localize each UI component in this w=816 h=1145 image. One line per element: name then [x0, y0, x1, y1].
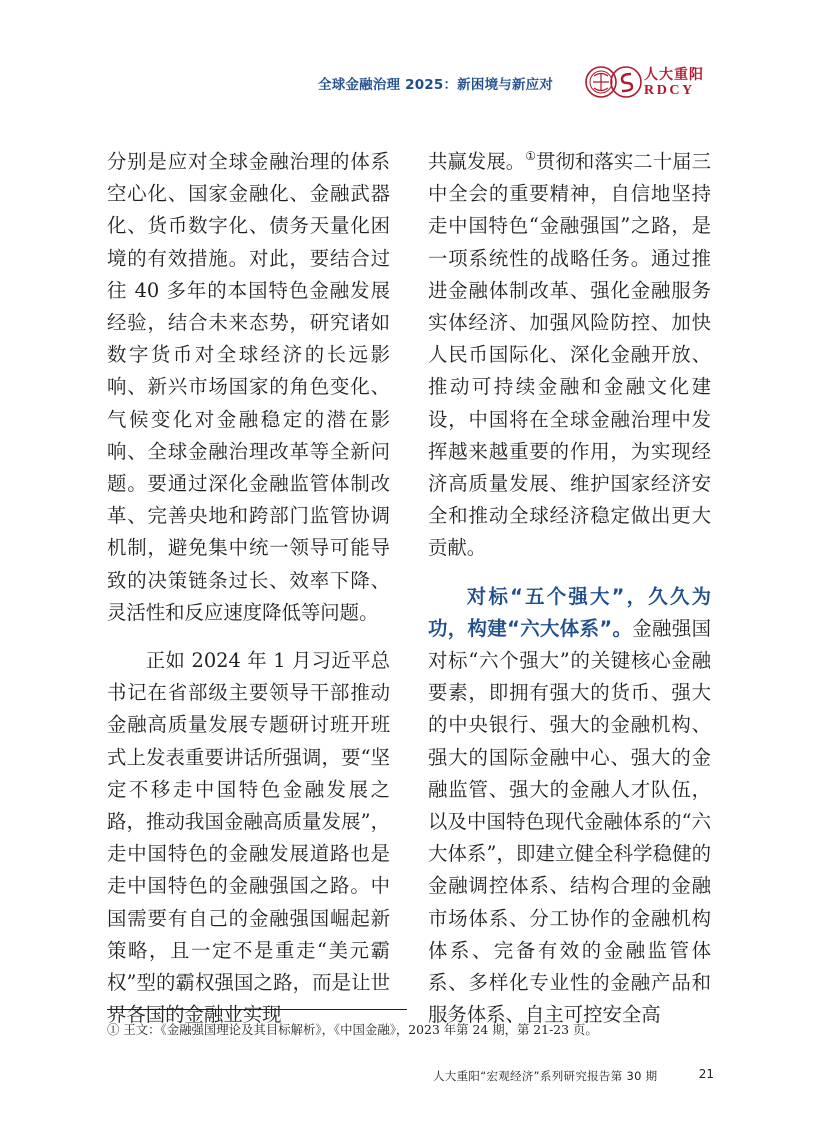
left-paragraph-2: 正如 2024 年 1 月习近平总书记在省部级主要领导干部推动金融高质量发展专题研讨班开班式上发表重要讲话所强调，要“坚定不移走中国特色金融发展之路，推动我国金融高质量发展”，走中国特色的金融发展道路也是走中国特色的金融强国之路。中国需要有自己的金融强国崛起新策略，且一定不是重走“美元霸权”型的霸权强国之路，而是让世界各国的金融业实现 — [107, 649, 390, 1027]
right-paragraph-1-start: 共赢发展。 — [428, 150, 526, 173]
left-column — [107, 146, 390, 1031]
right-column — [428, 146, 711, 1031]
right-paragraph-1-rest: 贯彻和落实二十届三中全会的重要精神，自信地坚持走中国特色“金融强国”之路，是一项系统性的战略任务。通过推进金融体制改革、强化金融服务实体经济、加强风险防控、加快人民币国际化、深化金融开放、推动可持续金融和金融文化建设，中国将在全球金融治理中发挥越来越重要的作用，为实现经济高质量发展、维护国家经济安全和推动全球经济稳定做出更大贡献。 — [428, 150, 711, 560]
footnote-reference: ① — [525, 149, 537, 163]
running-footer-title: 人大重阳“宏观经济”系列研究报告第 30 期 — [433, 1069, 658, 1083]
rdcy-emblem-icon — [584, 64, 642, 100]
right-paragraph-2-rest: 金融强国对标“六个强大”的关键核心金融要素，即拥有强大的货币、强大的中央银行、强大的金融机构、强大的国际金融中心、强大的金融监管、强大的金融人才队伍，以及中国特色现代金融体系的“六大体系”，即建立健全科学稳健的金融调控体系、结构合理的金融市场体系、分工协作的金融机构体系、完备有效的金融监管体系、多样化专业性的金融产品和服务体系、自主可控安全高 — [428, 616, 711, 1027]
page-number: 21 — [698, 1067, 714, 1081]
running-header-title: 全球金融治理 2025：新困境与新应对 — [318, 77, 554, 93]
footnote: ① 王文：《金融强国理论及其目标解析》，《中国金融》，2023 年第 24 期，第 21-23 页。 — [107, 1022, 598, 1037]
rdcy-logo — [584, 62, 714, 102]
logo-english-text: RDCY — [644, 83, 695, 98]
left-paragraph-1: 分别是应对全球金融治理的体系空心化、国家金融化、金融武器化、货币数字化、债务天量化困境的有效措施。对此，要结合过往 40 多年的本国特色金融发展经验，结合未来态势，研究诸如数字货币对全球经济的长远影响、新兴市场国家的角色变化、气候变化对金融稳定的潜在影响、全球金融治理改革等全新问题。要通过深化金融监管体制改革、完善央地和跨部门监管协调机制，避免集中统一领导可能导致的决策链条过长、效率下降、灵活性和反应速度降低等问题。 — [107, 150, 390, 624]
section-lead-heading: 对标“五个强大”，久久为功，构建“六大体系”。 — [428, 584, 711, 640]
right-paragraph-2 — [428, 581, 711, 1032]
logo-chinese-text: 人大重阳 — [644, 67, 704, 83]
right-paragraph-1 — [428, 146, 711, 565]
footnote-divider — [107, 1009, 407, 1010]
